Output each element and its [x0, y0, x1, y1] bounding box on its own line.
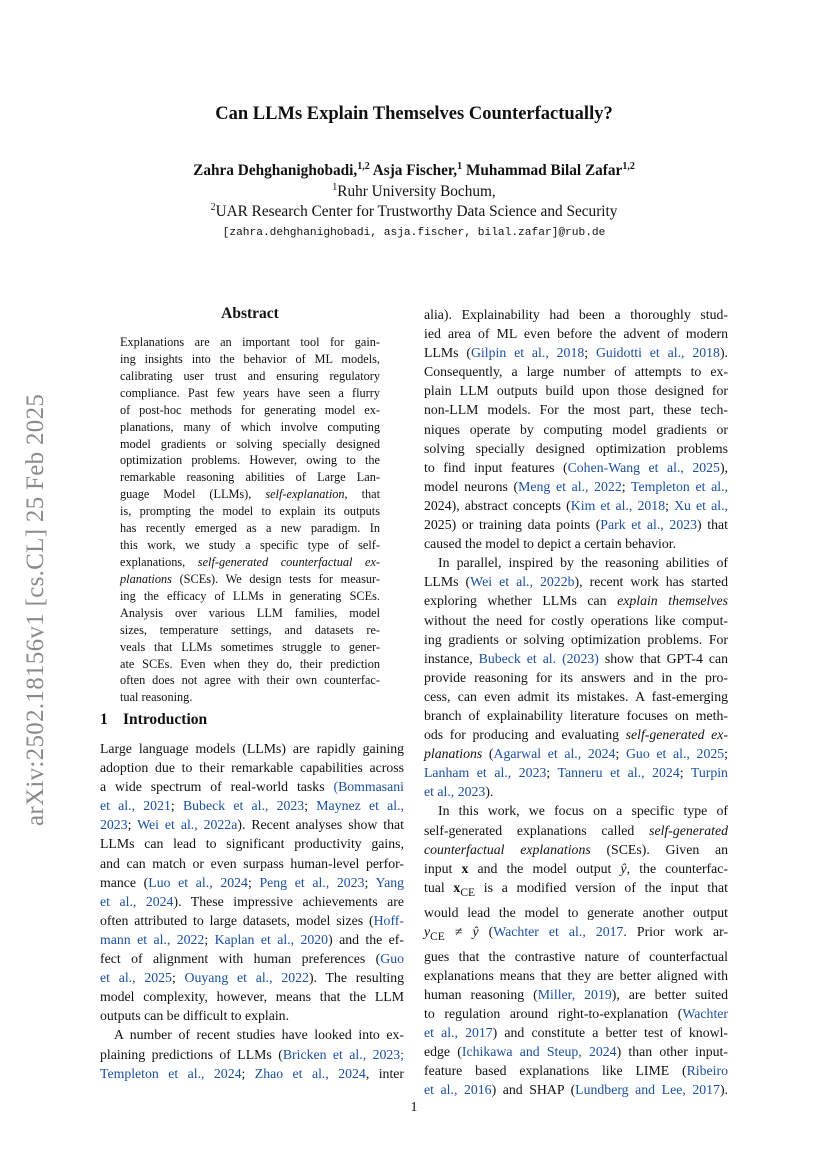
- citation-link[interactable]: Maynez et al.,: [316, 798, 404, 814]
- abstract-line: is, prompting the model to explain its outputs: [120, 504, 380, 519]
- body-line: LLMs (Wei et al., 2022b), recent work has started: [424, 574, 729, 590]
- body-line: would lead the model to generate another output: [424, 904, 728, 920]
- body-line: et al., 2017) and constitute a better test of knowl-: [424, 1024, 728, 1040]
- body-line: et al., 2016) and SHAP (Lundberg and Lee, 2017).: [424, 1082, 728, 1098]
- emphasis-term: self-generated ex-: [625, 727, 728, 743]
- body-line: et al., 2025; Ouyang et al., 2022). The resulting: [100, 970, 404, 986]
- affiliation-1: [0, 182, 828, 201]
- body-line: branch of explainability literature focuses on meth-: [424, 707, 728, 723]
- body-line: to regulation around right-to-explanation (Wachter: [424, 1005, 728, 1021]
- right-column-body: [424, 305, 728, 1099]
- body-line: gues that the contrastive nature of counterfactual: [424, 948, 728, 964]
- citation-link[interactable]: Tanneru et al., 2024: [557, 765, 680, 781]
- section-heading-introduction: [100, 711, 207, 729]
- citation-link[interactable]: Cohen-Wang et al., 2025: [567, 459, 720, 475]
- citation-link[interactable]: Guo: [380, 951, 404, 967]
- body-line: alia). Explainability had been a thoroughly stud-: [424, 307, 728, 322]
- citation-link[interactable]: Park et al., 2023: [600, 517, 698, 533]
- body-line: LLMs (Gilpin et al., 2018; Guidotti et al., 2018).: [424, 345, 728, 361]
- citation-link[interactable]: 2023: [100, 817, 128, 833]
- citation-link[interactable]: Gilpin et al., 2018: [470, 345, 585, 361]
- affiliation-2-marker: 2: [210, 202, 216, 213]
- author-list: [0, 161, 828, 180]
- body-line: to find input features (Cohen-Wang et al., 2025),: [424, 459, 728, 475]
- body-line: non-LLM models. For the most part, these tech-: [424, 402, 728, 418]
- body-line: ods for producing and evaluating self-generated ex-: [424, 727, 728, 743]
- body-line: et al., 2021; Bubeck et al., 2023; Maynez et al.,: [100, 798, 404, 814]
- math-yhat: ŷ: [620, 860, 627, 876]
- abstract-line: often does not agree with their own counterfac-: [120, 673, 380, 688]
- author-1: Zahra Dehghanighobadi,: [193, 162, 358, 180]
- affiliation-1-text: Ruhr University Bochum,: [337, 183, 496, 201]
- body-line: feature based explanations like LIME (Ribeiro: [424, 1063, 728, 1079]
- author-3: Muhammad Bilal Zafar: [462, 162, 623, 180]
- emphasis-term: self-generated: [649, 822, 728, 838]
- body-line: self-generated explanations called self-generated: [424, 822, 728, 838]
- citation-link[interactable]: Guidotti et al., 2018: [595, 345, 720, 361]
- paper-title: Can LLMs Explain Themselves Counterfactually?: [215, 104, 613, 124]
- body-line: A number of recent studies have looked into ex-: [114, 1027, 404, 1043]
- body-line: instance, Bubeck et al. (2023) show that GPT-4 can: [424, 650, 729, 666]
- citation-link[interactable]: et al., 2023: [424, 784, 486, 800]
- body-line: solving specially designed optimization problems: [424, 440, 728, 456]
- citation-link[interactable]: et al., 2024: [100, 893, 174, 909]
- section-title: Introduction: [123, 711, 208, 728]
- section-number: 1: [100, 711, 108, 728]
- author-3-affil: 1,2: [622, 161, 635, 172]
- left-column-body: [100, 739, 404, 1083]
- citation-link[interactable]: Hoff-: [373, 912, 404, 928]
- citation-link[interactable]: Templeton et al.,: [631, 478, 728, 494]
- body-line: model complexity, however, means that the LLM: [100, 989, 404, 1005]
- body-line: niques operate by computing model gradients or: [424, 421, 728, 437]
- self-explanation-term: self-explanation: [265, 487, 345, 502]
- body-line: $y_{CE}$ ≠ ŷ (Wachter et al., 2017. Prior work ar-: [424, 923, 728, 943]
- body-line: mance (Luo et al., 2024; Peng et al., 2023; Yang: [100, 874, 404, 890]
- abstract-line: ate SCEs. Even when they do, their prediction: [120, 656, 380, 671]
- citation-link[interactable]: Guo et al., 2025: [625, 746, 725, 762]
- citation-link[interactable]: Peng et al., 2023: [259, 874, 365, 890]
- affiliation-2-text: UAR Research Center for Trustworthy Data Science and Security: [215, 203, 618, 221]
- body-line: 2024), abstract concepts (Kim et al., 2018; Xu et al.,: [424, 497, 728, 513]
- citation-link[interactable]: Luo et al., 2024: [148, 874, 248, 890]
- body-line: model neurons (Meng et al., 2022; Templeton et al.,: [424, 478, 728, 494]
- abstract-line: explanations, self-generated counterfactual ex-: [120, 554, 380, 569]
- body-line: planations (Agarwal et al., 2024; Guo et al., 2025;: [424, 746, 728, 762]
- citation-link[interactable]: Wachter: [682, 1005, 728, 1021]
- citation-link[interactable]: et al., 2017: [424, 1024, 493, 1040]
- abstract-line: Analysis over various LLM families, model: [120, 605, 380, 620]
- body-line: human reasoning (Miller, 2019), are better suited: [424, 986, 728, 1002]
- abstract-line: veals that LLMs sometimes struggle to gener-: [120, 639, 380, 654]
- abstract-line: sizes, temperature settings, and datasets re-: [120, 622, 380, 637]
- abstract-line: planations (SCEs). We design tests for measur-: [120, 571, 380, 586]
- citation-link[interactable]: et al., 2025: [100, 970, 172, 986]
- abstract-line: ing the efficacy of LLMs in generating SCEs.: [120, 588, 380, 603]
- citation-link[interactable]: Lundberg and Lee, 2017: [575, 1082, 720, 1098]
- body-line: Consequently, a large number of attempts to ex-: [424, 364, 728, 380]
- sce-term: self-generated counterfactual ex-: [197, 554, 380, 569]
- author-2-affil: 1: [457, 161, 463, 172]
- citation-link[interactable]: Ribeiro: [686, 1063, 728, 1079]
- citation-link[interactable]: et al., 2021: [100, 798, 171, 814]
- body-line: a wide spectrum of real-world tasks (Bommasani: [100, 779, 404, 795]
- author-2: Asja Fischer,: [369, 162, 458, 180]
- emphasis-term: explain themselves: [617, 593, 728, 609]
- body-line: plaining predictions of LLMs (Bricken et al., 2023;: [100, 1046, 405, 1062]
- abstract-line: ing insights into the behavior of ML models,: [120, 351, 380, 366]
- body-line: provide reasoning for its answers and in the pro-: [424, 669, 728, 685]
- affiliation-1-marker: 1: [332, 182, 338, 193]
- body-line: plain LLM outputs build upon those designed for: [424, 383, 728, 399]
- body-line: LLMs can lead to significant productivity gains,: [100, 836, 404, 852]
- citation-link[interactable]: Xu et al.,: [674, 497, 728, 513]
- citation-link[interactable]: Lanham et al., 2023: [424, 765, 547, 781]
- abstract-line: of post-hoc methods for generating model ex-: [120, 402, 380, 417]
- abstract-line: tual reasoning.: [120, 690, 193, 705]
- arxiv-identifier: arXiv:2502.18156v1 [cs.CL] 25 Feb 2025: [22, 393, 49, 827]
- affiliation-2: [0, 202, 828, 221]
- body-line: mann et al., 2022; Kaplan et al., 2020) and the ef-: [100, 931, 404, 947]
- citation-link[interactable]: Ichikawa and Steup, 2024: [461, 1044, 617, 1060]
- citation-link[interactable]: Bubeck et al., 2023: [182, 798, 305, 814]
- author-emails: [zahra.dehghanighobadi, asja.fischer, bilal.zafar]@rub.de: [222, 227, 606, 239]
- body-line: et al., 2023).: [424, 784, 494, 800]
- body-line: cess, can even admit its mistakes. A fast-emerging: [424, 688, 728, 704]
- body-line: 2023; Wei et al., 2022a). Recent analyses show that: [100, 817, 404, 833]
- body-line: counterfactual explanations (SCEs). Given an: [424, 841, 728, 857]
- citation-link[interactable]: Wachter et al., 2017: [493, 923, 624, 939]
- abstract-body: [120, 334, 380, 706]
- citation-link[interactable]: Ouyang et al., 2022: [184, 970, 309, 986]
- abstract-line: this work, we study a specific type of self-: [120, 538, 380, 553]
- body-line: and can match or even surpass human-level perfor-: [100, 855, 404, 871]
- citation-link[interactable]: Turpin: [690, 765, 728, 781]
- body-line: edge (Ichikawa and Steup, 2024) than other input-: [424, 1044, 728, 1060]
- body-line: Templeton et al., 2024; Zhao et al., 2024, inter: [100, 1065, 404, 1081]
- body-line: outputs can be difficult to explain.: [100, 1008, 290, 1024]
- abstract-line: Explanations are an important tool for gain-: [120, 335, 380, 349]
- abstract-line: guage Model (LLMs), self-explanation, that: [120, 487, 381, 502]
- math-x-ce: x: [453, 879, 461, 895]
- abstract-line: optimization problems. However, owing to the: [120, 453, 380, 468]
- citation-link[interactable]: (Bommasani: [333, 779, 404, 795]
- citation-link[interactable]: Templeton et al., 2024: [100, 1065, 242, 1081]
- body-line: adoption due to their remarkable capabilities across: [100, 760, 404, 776]
- citation-link[interactable]: Agarwal et al., 2024: [493, 746, 616, 762]
- abstract-line: calibrating user trust and ensuring regulatory: [120, 368, 380, 383]
- body-line: caused the model to depict a certain behavior.: [424, 536, 677, 552]
- abstract-line: compliance. Past few years have seen a flurry: [120, 385, 380, 400]
- citation-link[interactable]: Wei et al., 2022b: [470, 574, 575, 590]
- body-line: ied area of ML even before the advent of modern: [424, 326, 728, 342]
- math-ce-subscript: CE: [460, 886, 476, 899]
- citation-link[interactable]: mann et al., 2022: [100, 931, 205, 947]
- body-line: input x and the model output ŷ, the counterfac-: [424, 860, 728, 876]
- citation-link[interactable]: Kaplan et al., 2020: [214, 931, 329, 947]
- citation-link[interactable]: Kim et al., 2018: [570, 497, 666, 513]
- author-1-affil: 1,2: [357, 161, 370, 172]
- citation-link[interactable]: Yang: [375, 874, 404, 890]
- body-line: et al., 2024). These impressive achievements are: [100, 893, 405, 909]
- citation-link[interactable]: Wei et al., 2022a: [137, 817, 238, 833]
- citation-link[interactable]: Bricken et al., 2023;: [282, 1046, 405, 1062]
- body-line: In this work, we focus on a specific type of: [438, 803, 728, 819]
- citation-link[interactable]: Zhao et al., 2024: [254, 1065, 366, 1081]
- page-number: 1: [410, 1100, 418, 1115]
- body-line: In parallel, inspired by the reasoning abilities of: [438, 555, 728, 571]
- math-y-ce: y: [424, 923, 431, 939]
- body-line: fect of alignment with human preferences (Guo: [100, 951, 404, 967]
- abstract-heading: Abstract: [221, 305, 279, 322]
- body-line: tual $x_{CE}$ is a modified version of the input that: [424, 879, 728, 899]
- citation-link[interactable]: Meng et al., 2022: [518, 478, 622, 494]
- abstract-line: has recently emerged as a new paradigm. In: [120, 521, 380, 536]
- body-line: 2025) or training data points (Park et al., 2023) that: [424, 517, 728, 533]
- body-line: without the need for costly operations like comput-: [424, 612, 728, 628]
- citation-link[interactable]: Bubeck et al. (2023): [478, 650, 599, 666]
- citation-link[interactable]: et al., 2016: [424, 1082, 492, 1098]
- math-x: x: [461, 860, 469, 876]
- body-line: ing gradients or solving optimization problems. For: [424, 631, 728, 647]
- body-line: Lanham et al., 2023; Tanneru et al., 2024; Turpin: [424, 765, 728, 781]
- abstract-line: remarkable reasoning abilities of Large Lan-: [120, 470, 380, 485]
- body-line: often attributed to large datasets, model sizes (Hoff-: [100, 912, 404, 928]
- abstract-line: model gradients or solving specially designed: [120, 436, 380, 451]
- citation-link[interactable]: Miller, 2019: [537, 986, 612, 1002]
- body-line: exploring whether LLMs can explain themselves: [424, 593, 728, 609]
- body-line: explanations means that they are better aligned with: [424, 967, 728, 983]
- abstract-line: planations, many of which involve computing: [120, 419, 380, 434]
- body-line: Large language models (LLMs) are rapidly gaining: [100, 741, 404, 756]
